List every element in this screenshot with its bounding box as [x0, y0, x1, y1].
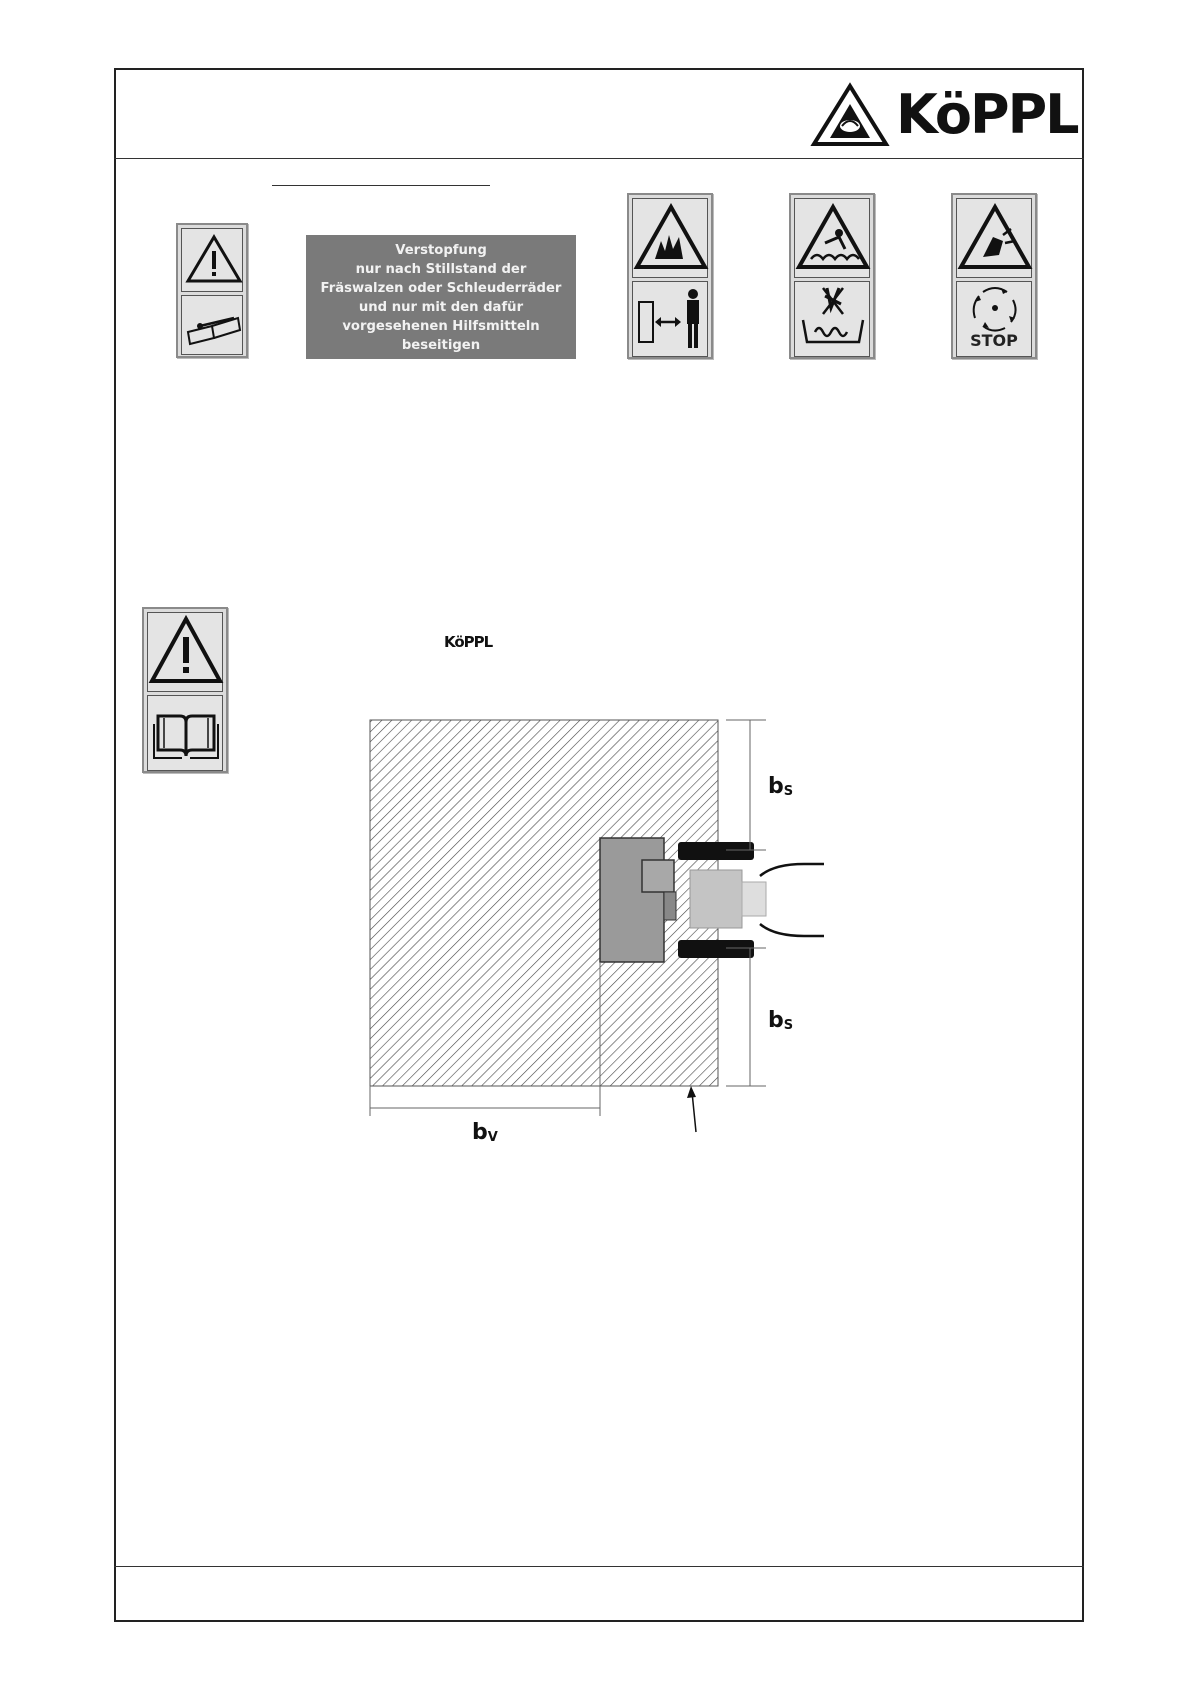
footer-divider	[114, 1566, 1084, 1567]
header-divider	[114, 158, 1084, 159]
clogging-notice-sign	[306, 235, 576, 359]
notice-line-5: vorgesehenen Hilfsmitteln	[342, 319, 540, 334]
tractor-hood	[742, 882, 766, 916]
decal-distance-panel	[632, 281, 708, 357]
tractor-front-outline-top	[760, 864, 824, 876]
decal-hand-injury-panel	[956, 198, 1032, 278]
tractor-body	[690, 870, 742, 928]
tractor-rear-wheel-bottom	[678, 940, 754, 958]
decal-entanglement-panel	[794, 198, 870, 278]
open-book-icon	[148, 696, 224, 768]
entanglement-warning-icon	[795, 199, 871, 275]
decal-book-panel	[147, 695, 223, 771]
logo-wordmark: KöPPL	[896, 83, 1078, 146]
section-heading-underline	[272, 185, 490, 186]
thrown-objects-warning-icon	[633, 199, 709, 275]
decal-wait-stop	[951, 193, 1037, 359]
notice-line-4: und nur mit den dafür	[358, 300, 524, 315]
pointer-arrow-head	[687, 1086, 696, 1098]
label-bs-bottom: $b_S$	[768, 1008, 794, 1033]
decal-read-manual	[176, 223, 248, 358]
decal-manual-panel	[181, 295, 243, 355]
decal-warning-panel-large	[147, 612, 223, 692]
machine-coupling	[664, 892, 676, 920]
notice-line-1: Verstopfung	[395, 243, 487, 258]
notice-line-2: nur nach Stillstand der	[355, 262, 527, 277]
notice-line-6: beseitigen	[401, 338, 481, 353]
tractor-rear-wheel-top	[678, 842, 754, 860]
no-hands-rotor-icon	[795, 282, 871, 354]
decal-keep-distance	[627, 193, 713, 359]
machine-body	[600, 838, 664, 962]
tractor-front-outline-bottom	[760, 924, 824, 936]
service-manual-icon	[182, 296, 246, 352]
decal-thrown-objects-panel	[632, 198, 708, 278]
warning-triangle-icon	[182, 229, 246, 289]
label-bv: $b_V$	[472, 1120, 498, 1145]
decal-read-operating-manual	[142, 607, 228, 773]
decal-stop-panel	[956, 281, 1032, 357]
machine-gearbox	[642, 860, 674, 892]
decal-warning-panel	[181, 228, 243, 292]
warning-triangle-icon	[148, 613, 224, 689]
decal-rotor-hazard	[789, 193, 875, 359]
hand-injury-warning-icon	[957, 199, 1033, 275]
pointer-arrow-line	[692, 1092, 696, 1132]
decal-no-hands-panel	[794, 281, 870, 357]
inline-koppl-logo: KöPPL	[444, 633, 493, 651]
koppl-logo	[810, 82, 1078, 148]
danger-zone-diagram	[360, 712, 840, 1152]
stop-label: STOP	[970, 331, 1018, 350]
notice-line-3: Fräswalzen oder Schleuderräder	[320, 281, 562, 296]
keep-distance-person-icon	[633, 282, 709, 354]
label-bs-top: $b_S$	[768, 774, 794, 799]
logo-seal-icon	[810, 82, 890, 148]
rotation-stop-icon	[957, 282, 1033, 334]
